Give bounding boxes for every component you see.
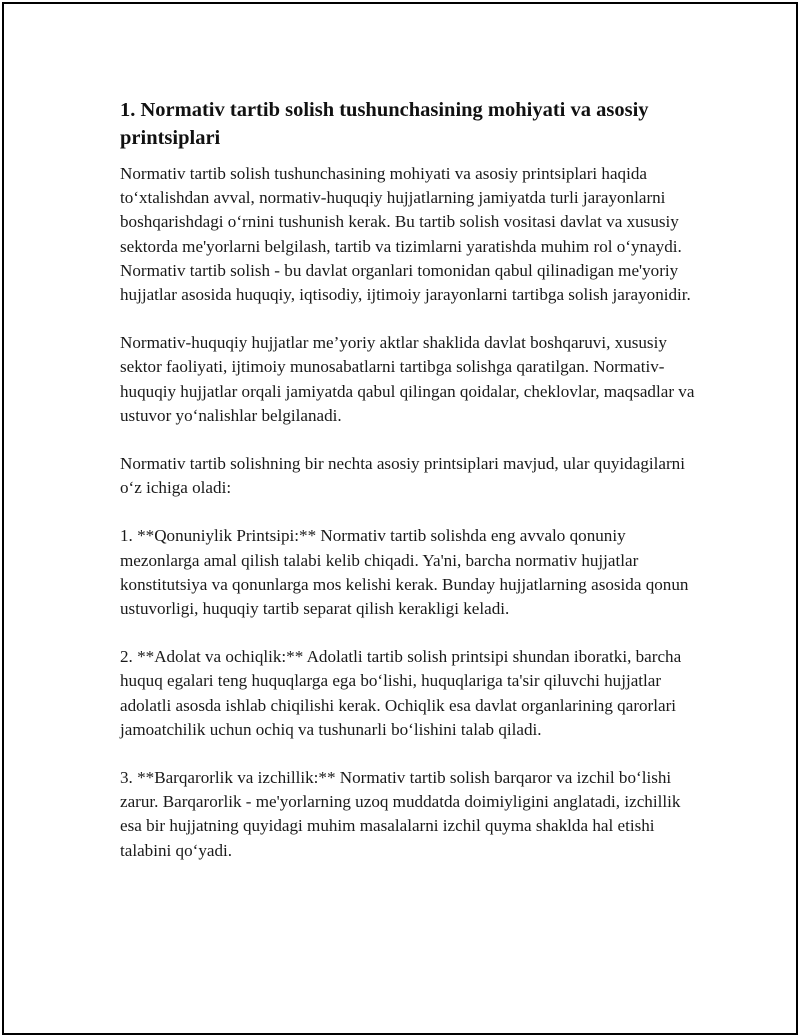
principles-intro-paragraph: Normativ tartib solishning bir nechta asosiy printsiplari mavjud, ular quyidagilarni o‘z ichiga oladi: xyxy=(120,454,685,498)
principle-legality-paragraph: 1. **Qonuniylik Printsipi:** Normativ tartib solishda eng avvalo qonuniy mezonlarga amal qilish talabi kelib chiqadi. Ya'ni, barcha normativ hujjatlar konstitutsiya va qonunlarga mos kelishi kerak. Bunday hujjatlarning asosida qonun ustuvorligi, huquqiy tartib separat qilish kerakligi keladi. xyxy=(120,526,689,619)
section-title: 1. Normativ tartib solish tushunchasining mohiyati va asosiy printsiplari xyxy=(120,99,649,149)
intro-paragraph: Normativ tartib solish tushunchasining mohiyati va asosiy printsiplari haqida to‘xtalishdan avval, normativ-huquqiy hujjatlarning jamiyatda turli jarayonlarni boshqarishdagi o‘rnini tushunish kerak. Bu tartib solish vositasi davlat va xususiy sektorda me'yorlarni belgilash, tartib va tizimlarni yaratishda muhim rol o‘ynaydi. Normativ tartib solish - bu davlat organlari tomonidan qabul qilinadigan me'yoriy hujjatlar asosida huquqiy, iqtisodiy, ijtimoiy jarayonlarni tartibga solish jarayonidir. xyxy=(120,164,691,305)
principle-stability-paragraph: 3. **Barqarorlik va izchillik:** Normativ tartib solish barqaror va izchil bo‘lishi zarur. Barqarorlik - me'yorlarning uzoq muddatda doimiyligini anglatadi, izchillik esa bir hujjatning quyidagi muhim masalalarni izchil quyma shaklda hal etishi talabini qo‘yadi. xyxy=(120,768,681,860)
legal-documents-paragraph: Normativ-huquqiy hujjatlar me’yoriy aktlar shaklida davlat boshqaruvi, xususiy sektor faoliyati, ijtimoiy munosabatlarni tartibga solishga qaratilgan. Normativ-huquqiy hujjatlar orqali jamiyatda qabul qilingan qoidalar, cheklovlar, maqsadlar va ustuvor yo‘nalishlar belgilanadi. xyxy=(120,333,695,425)
document-body xyxy=(120,96,700,887)
page-frame xyxy=(2,2,798,1035)
principle-fairness-paragraph: 2. **Adolat va ochiqlik:** Adolatli tartib solish printsipi shundan iboratki, barcha huquq egalari teng huquqlarga ega bo‘lishi, huquqlariga ta'sir qiluvchi hujjatlar adolatli asosda ishlab chiqilishi kerak. Ochiqlik esa davlat organlarining qarorlari jamoatchilik uchun ochiq va tushunarli bo‘lishini talab qiladi. xyxy=(120,647,682,739)
